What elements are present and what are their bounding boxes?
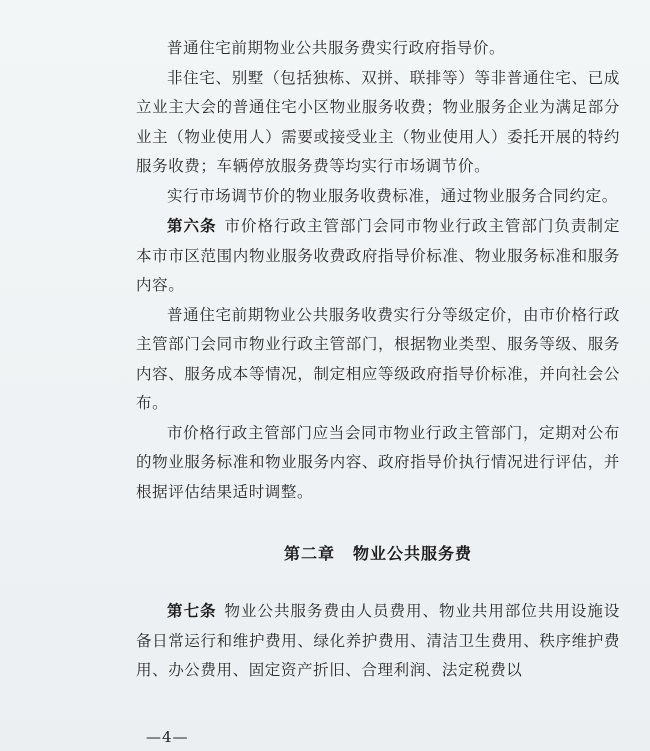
paragraph-government-guided-price: 普通住宅前期物业公共服务费实行政府指导价。 (167, 39, 506, 57)
chapter-title: 物业公共服务费 (353, 544, 473, 563)
article-6-text: 市价格行政主管部门会同市物业行政主管部门负责制定本市市区范围内物业服务收费政府指导价标准、物业服务标准和服务内容。 (136, 217, 620, 294)
article-7-label: 第七条 (167, 601, 217, 620)
article-7-text: 物业公共服务费由人员费用、物业共用部位共用设施设备日常运行和维护费用、绿化养护费用、清洁卫生费用、秩序维护费用、办公费用、固定资产折旧、合理利润、法定税费以 (136, 602, 620, 679)
chapter-number: 第二章 (283, 544, 335, 563)
document-body (136, 34, 620, 686)
paragraph-graded-pricing: 普通住宅前期物业公共服务收费实行分等级定价，由市价格行政主管部门会同市物业行政主管部门，根据物业类型、服务等级、服务内容、服务成本等情况，制定相应等级政府指导价标准，并向社会公布。 (136, 305, 620, 412)
paragraph-market-regulated-price: 非住宅、别墅（包括独栋、双拼、联排等）等非普通住宅、已成立业主大会的普通住宅小区物业服务收费；物业服务企业为满足部分业主（物业使用人）需要或接受业主（物业使用人）委托开展的特约服务收费；车辆停放服务费等均实行市场调节价。 (136, 68, 620, 175)
article-6-label: 第六条 (167, 216, 217, 235)
chapter-heading (136, 541, 620, 564)
paragraph-periodic-evaluation: 市价格行政主管部门应当会同市物业行政主管部门，定期对公布的物业服务标准和物业服务内容、政府指导价执行情况进行评估，并根据评估结果适时调整。 (136, 423, 620, 501)
paragraph-contract-agreement: 实行市场调节价的物业服务收费标准，通过物业服务合同约定。 (167, 186, 618, 205)
page-number: —4— (146, 728, 189, 746)
article-6 (136, 211, 620, 301)
article-7 (136, 596, 620, 686)
